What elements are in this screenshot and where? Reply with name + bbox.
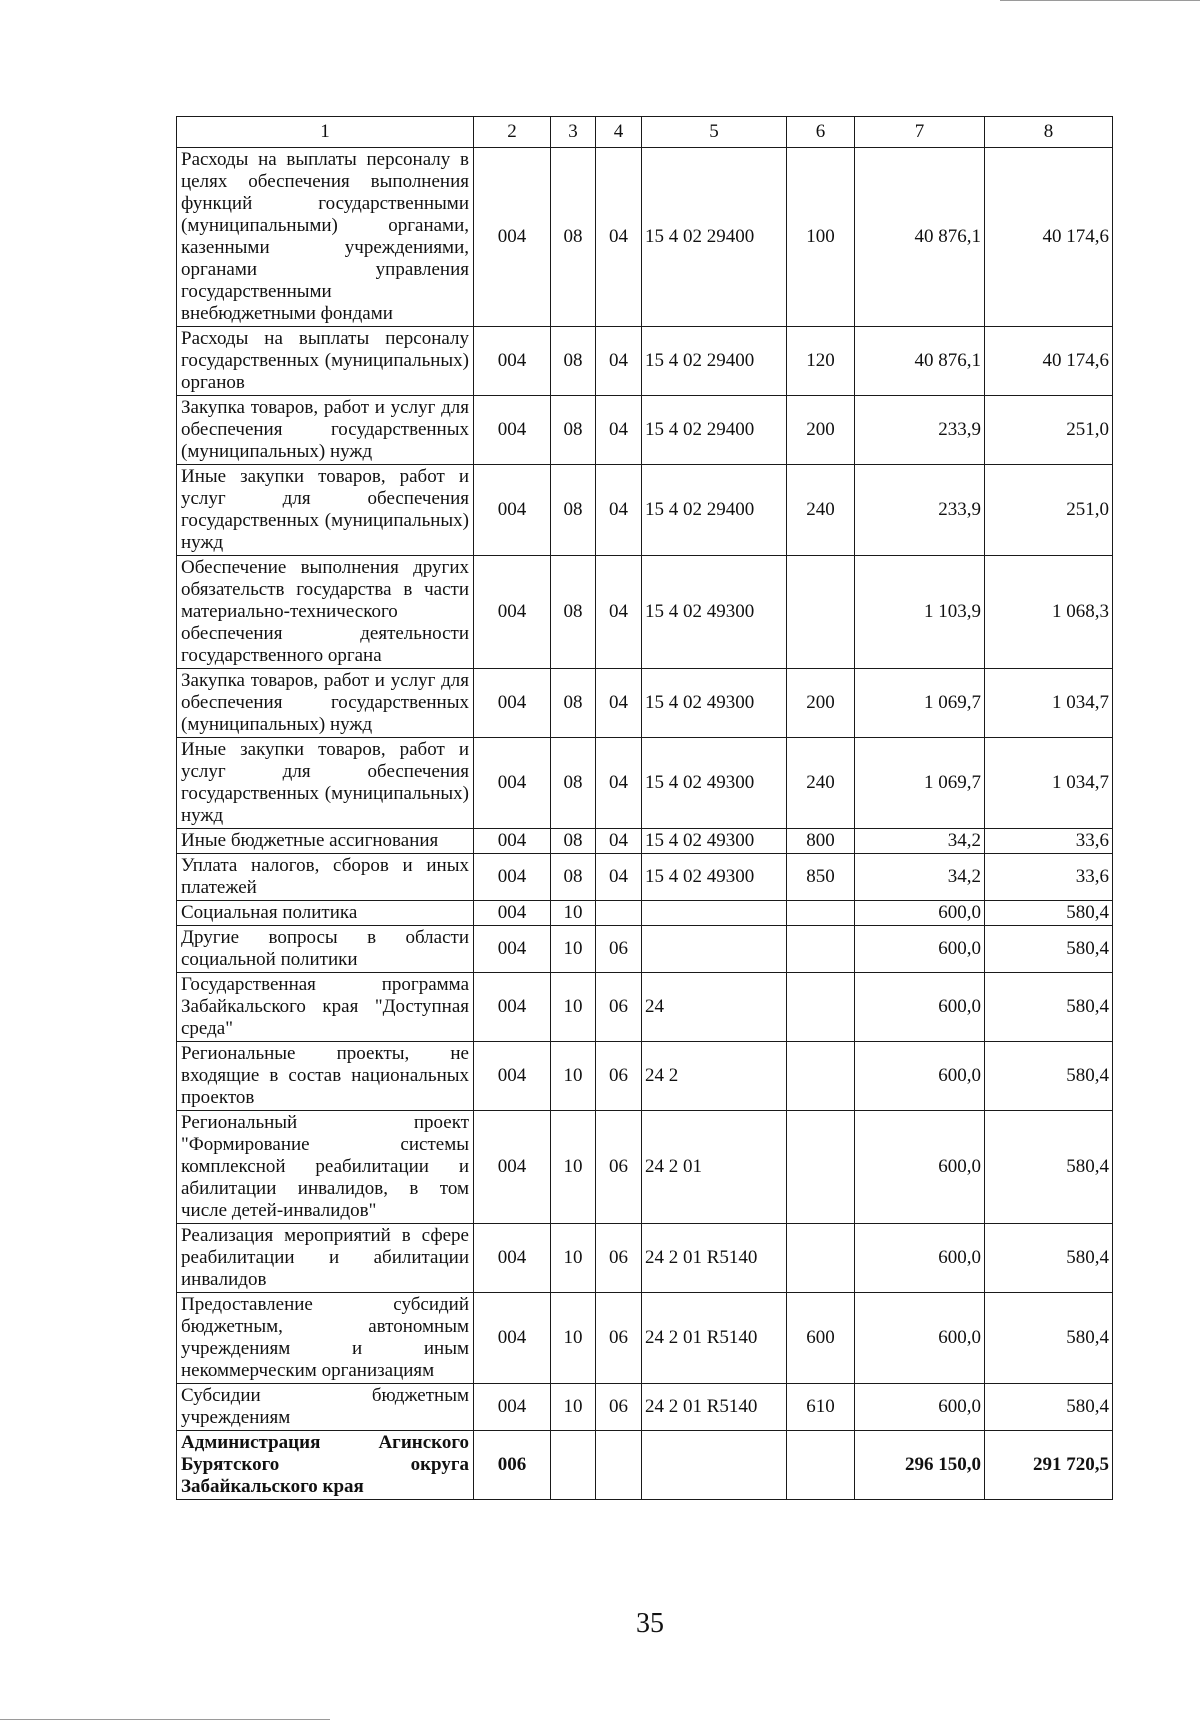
admin-code-cell: 004	[474, 1384, 551, 1431]
header-cell: 2	[474, 117, 551, 148]
amount-plan-cell: 34,2	[855, 854, 985, 901]
section-cell: 10	[551, 1384, 596, 1431]
expense-type-cell	[787, 1042, 855, 1111]
target-article-cell: 24 2 01 R5140	[642, 1293, 787, 1384]
subsection-cell: 04	[596, 396, 642, 465]
table-row	[177, 669, 1113, 738]
expense-type-cell: 100	[787, 148, 855, 327]
amount-actual-cell: 580,4	[985, 1111, 1113, 1224]
expense-type-cell: 240	[787, 465, 855, 556]
expense-type-cell	[787, 901, 855, 926]
expense-type-cell	[787, 973, 855, 1042]
amount-plan-cell: 600,0	[855, 1384, 985, 1431]
row-name-cell: Иные закупки товаров, работ и услуг для обеспечения государственных (муниципальных) нужд	[177, 738, 474, 829]
amount-plan-cell: 600,0	[855, 901, 985, 926]
subsection-cell: 06	[596, 1384, 642, 1431]
admin-code-cell: 004	[474, 854, 551, 901]
row-name-cell: Иные закупки товаров, работ и услуг для обеспечения государственных (муниципальных) нужд	[177, 465, 474, 556]
section-cell: 08	[551, 327, 596, 396]
amount-actual-cell: 40 174,6	[985, 327, 1113, 396]
amount-actual-cell: 580,4	[985, 1224, 1113, 1293]
admin-code-cell: 004	[474, 396, 551, 465]
subsection-cell: 04	[596, 148, 642, 327]
row-name-cell: Другие вопросы в области социальной политики	[177, 926, 474, 973]
expense-type-cell: 200	[787, 396, 855, 465]
subsection-cell: 04	[596, 669, 642, 738]
row-name-cell: Обеспечение выполнения других обязательств государства в части материально-технического обеспечения деятельности государственного органа	[177, 556, 474, 669]
amount-plan-cell: 600,0	[855, 1042, 985, 1111]
admin-code-cell: 004	[474, 148, 551, 327]
table-row	[177, 148, 1113, 327]
amount-actual-cell: 580,4	[985, 926, 1113, 973]
row-name-cell: Предоставление субсидий бюджетным, автономным учреждениям и иным некоммерческим организациям	[177, 1293, 474, 1384]
target-article-cell: 24 2 01 R5140	[642, 1384, 787, 1431]
section-cell: 10	[551, 926, 596, 973]
amount-actual-cell: 580,4	[985, 1042, 1113, 1111]
target-article-cell: 15 4 02 49300	[642, 738, 787, 829]
row-name-cell: Закупка товаров, работ и услуг для обеспечения государственных (муниципальных) нужд	[177, 669, 474, 738]
scan-artifact-line	[1000, 0, 1200, 1]
admin-code-cell: 004	[474, 829, 551, 854]
expense-type-cell	[787, 926, 855, 973]
expense-type-cell: 600	[787, 1293, 855, 1384]
header-cell: 1	[177, 117, 474, 148]
table-row	[177, 465, 1113, 556]
amount-actual-cell: 33,6	[985, 829, 1113, 854]
table-row	[177, 327, 1113, 396]
subsection-cell: 04	[596, 738, 642, 829]
admin-code-cell: 004	[474, 973, 551, 1042]
target-article-cell: 24	[642, 973, 787, 1042]
section-cell: 08	[551, 556, 596, 669]
expense-type-cell: 120	[787, 327, 855, 396]
page-number: 35	[636, 1608, 664, 1639]
admin-code-cell: 004	[474, 901, 551, 926]
target-article-cell: 15 4 02 49300	[642, 854, 787, 901]
target-article-cell: 15 4 02 49300	[642, 556, 787, 669]
table-row	[177, 556, 1113, 669]
table-row	[177, 396, 1113, 465]
expense-type-cell	[787, 1224, 855, 1293]
row-name-cell: Расходы на выплаты персоналу в целях обеспечения выполнения функций государственными (муниципальными) органами, казенными учреждениями, органами управления государственными внебюджетными фондами	[177, 148, 474, 327]
header-cell: 5	[642, 117, 787, 148]
expense-type-cell: 610	[787, 1384, 855, 1431]
amount-plan-cell: 1 103,9	[855, 556, 985, 669]
row-name-cell: Государственная программа Забайкальского края "Доступная среда"	[177, 973, 474, 1042]
subsection-cell	[596, 901, 642, 926]
target-article-cell: 15 4 02 29400	[642, 327, 787, 396]
subsection-cell: 04	[596, 854, 642, 901]
subsection-cell: 06	[596, 1293, 642, 1384]
subsection-cell: 04	[596, 465, 642, 556]
amount-actual-cell: 1 034,7	[985, 738, 1113, 829]
subsection-cell	[596, 1431, 642, 1500]
amount-actual-cell: 251,0	[985, 465, 1113, 556]
amount-actual-cell: 580,4	[985, 1293, 1113, 1384]
target-article-cell	[642, 1431, 787, 1500]
table-row	[177, 973, 1113, 1042]
amount-plan-cell: 600,0	[855, 1224, 985, 1293]
section-cell: 08	[551, 396, 596, 465]
amount-actual-cell: 33,6	[985, 854, 1113, 901]
subsection-cell: 06	[596, 1224, 642, 1293]
amount-actual-cell: 1 034,7	[985, 669, 1113, 738]
budget-table	[176, 116, 1113, 1500]
subsection-cell: 06	[596, 1111, 642, 1224]
table-row	[177, 829, 1113, 854]
table-row	[177, 1111, 1113, 1224]
amount-plan-cell: 34,2	[855, 829, 985, 854]
amount-plan-cell: 600,0	[855, 1293, 985, 1384]
target-article-cell	[642, 926, 787, 973]
expense-type-cell: 240	[787, 738, 855, 829]
amount-plan-cell: 600,0	[855, 926, 985, 973]
target-article-cell: 15 4 02 29400	[642, 148, 787, 327]
table-row	[177, 1042, 1113, 1111]
expense-type-cell	[787, 556, 855, 669]
subsection-cell: 04	[596, 829, 642, 854]
target-article-cell: 15 4 02 29400	[642, 465, 787, 556]
section-cell	[551, 1431, 596, 1500]
subsection-cell: 06	[596, 973, 642, 1042]
header-cell: 7	[855, 117, 985, 148]
section-cell: 08	[551, 829, 596, 854]
table-row	[177, 1293, 1113, 1384]
section-cell: 08	[551, 669, 596, 738]
target-article-cell: 24 2 01	[642, 1111, 787, 1224]
admin-code-cell: 006	[474, 1431, 551, 1500]
amount-plan-cell: 40 876,1	[855, 148, 985, 327]
header-cell: 4	[596, 117, 642, 148]
amount-plan-cell: 1 069,7	[855, 738, 985, 829]
expense-type-cell	[787, 1111, 855, 1224]
scan-artifact-line	[0, 1719, 330, 1720]
amount-actual-cell: 291 720,5	[985, 1431, 1113, 1500]
admin-code-cell: 004	[474, 1042, 551, 1111]
amount-actual-cell: 251,0	[985, 396, 1113, 465]
table-row	[177, 901, 1113, 926]
admin-code-cell: 004	[474, 465, 551, 556]
amount-plan-cell: 233,9	[855, 396, 985, 465]
amount-plan-cell: 1 069,7	[855, 669, 985, 738]
subsection-cell: 06	[596, 926, 642, 973]
row-name-cell: Реализация мероприятий в сфере реабилитации и абилитации инвалидов	[177, 1224, 474, 1293]
section-cell: 08	[551, 465, 596, 556]
target-article-cell	[642, 901, 787, 926]
target-article-cell: 15 4 02 49300	[642, 669, 787, 738]
section-cell: 10	[551, 1042, 596, 1111]
expense-type-cell	[787, 1431, 855, 1500]
amount-actual-cell: 40 174,6	[985, 148, 1113, 327]
header-cell: 8	[985, 117, 1113, 148]
row-name-cell: Социальная политика	[177, 901, 474, 926]
table-row	[177, 926, 1113, 973]
section-cell: 08	[551, 148, 596, 327]
target-article-cell: 24 2 01 R5140	[642, 1224, 787, 1293]
table-row	[177, 1431, 1113, 1500]
row-name-cell: Региональный проект "Формирование системы комплексной реабилитации и абилитации инвалидов, в том числе детей-инвалидов"	[177, 1111, 474, 1224]
section-cell: 08	[551, 738, 596, 829]
row-name-cell: Субсидии бюджетным учреждениям	[177, 1384, 474, 1431]
expense-type-cell: 800	[787, 829, 855, 854]
amount-actual-cell: 580,4	[985, 901, 1113, 926]
row-name-cell: Расходы на выплаты персоналу государственных (муниципальных) органов	[177, 327, 474, 396]
admin-code-cell: 004	[474, 556, 551, 669]
header-cell: 3	[551, 117, 596, 148]
amount-plan-cell: 600,0	[855, 1111, 985, 1224]
amount-plan-cell: 40 876,1	[855, 327, 985, 396]
table-row	[177, 738, 1113, 829]
row-name-cell: Закупка товаров, работ и услуг для обеспечения государственных (муниципальных) нужд	[177, 396, 474, 465]
table-row	[177, 1384, 1113, 1431]
amount-plan-cell: 600,0	[855, 973, 985, 1042]
subsection-cell: 06	[596, 1042, 642, 1111]
section-cell: 10	[551, 901, 596, 926]
amount-plan-cell: 296 150,0	[855, 1431, 985, 1500]
header-cell: 6	[787, 117, 855, 148]
admin-code-cell: 004	[474, 669, 551, 738]
section-cell: 10	[551, 1293, 596, 1384]
admin-code-cell: 004	[474, 1224, 551, 1293]
amount-actual-cell: 580,4	[985, 1384, 1113, 1431]
expense-type-cell: 200	[787, 669, 855, 738]
table-row	[177, 854, 1113, 901]
admin-code-cell: 004	[474, 738, 551, 829]
admin-code-cell: 004	[474, 1293, 551, 1384]
target-article-cell: 15 4 02 49300	[642, 829, 787, 854]
section-cell: 10	[551, 1224, 596, 1293]
expense-type-cell: 850	[787, 854, 855, 901]
admin-code-cell: 004	[474, 926, 551, 973]
row-name-cell: Уплата налогов, сборов и иных платежей	[177, 854, 474, 901]
subsection-cell: 04	[596, 327, 642, 396]
table-header-row	[177, 117, 1113, 148]
admin-code-cell: 004	[474, 1111, 551, 1224]
target-article-cell: 15 4 02 29400	[642, 396, 787, 465]
target-article-cell: 24 2	[642, 1042, 787, 1111]
section-cell: 10	[551, 973, 596, 1042]
table-row	[177, 1224, 1113, 1293]
subsection-cell: 04	[596, 556, 642, 669]
row-name-cell: Иные бюджетные ассигнования	[177, 829, 474, 854]
amount-actual-cell: 580,4	[985, 973, 1113, 1042]
admin-code-cell: 004	[474, 327, 551, 396]
row-name-cell: Региональные проекты, не входящие в состав национальных проектов	[177, 1042, 474, 1111]
amount-plan-cell: 233,9	[855, 465, 985, 556]
row-name-cell: Администрация Агинского Бурятского округа Забайкальского края	[177, 1431, 474, 1500]
section-cell: 10	[551, 1111, 596, 1224]
amount-actual-cell: 1 068,3	[985, 556, 1113, 669]
section-cell: 08	[551, 854, 596, 901]
